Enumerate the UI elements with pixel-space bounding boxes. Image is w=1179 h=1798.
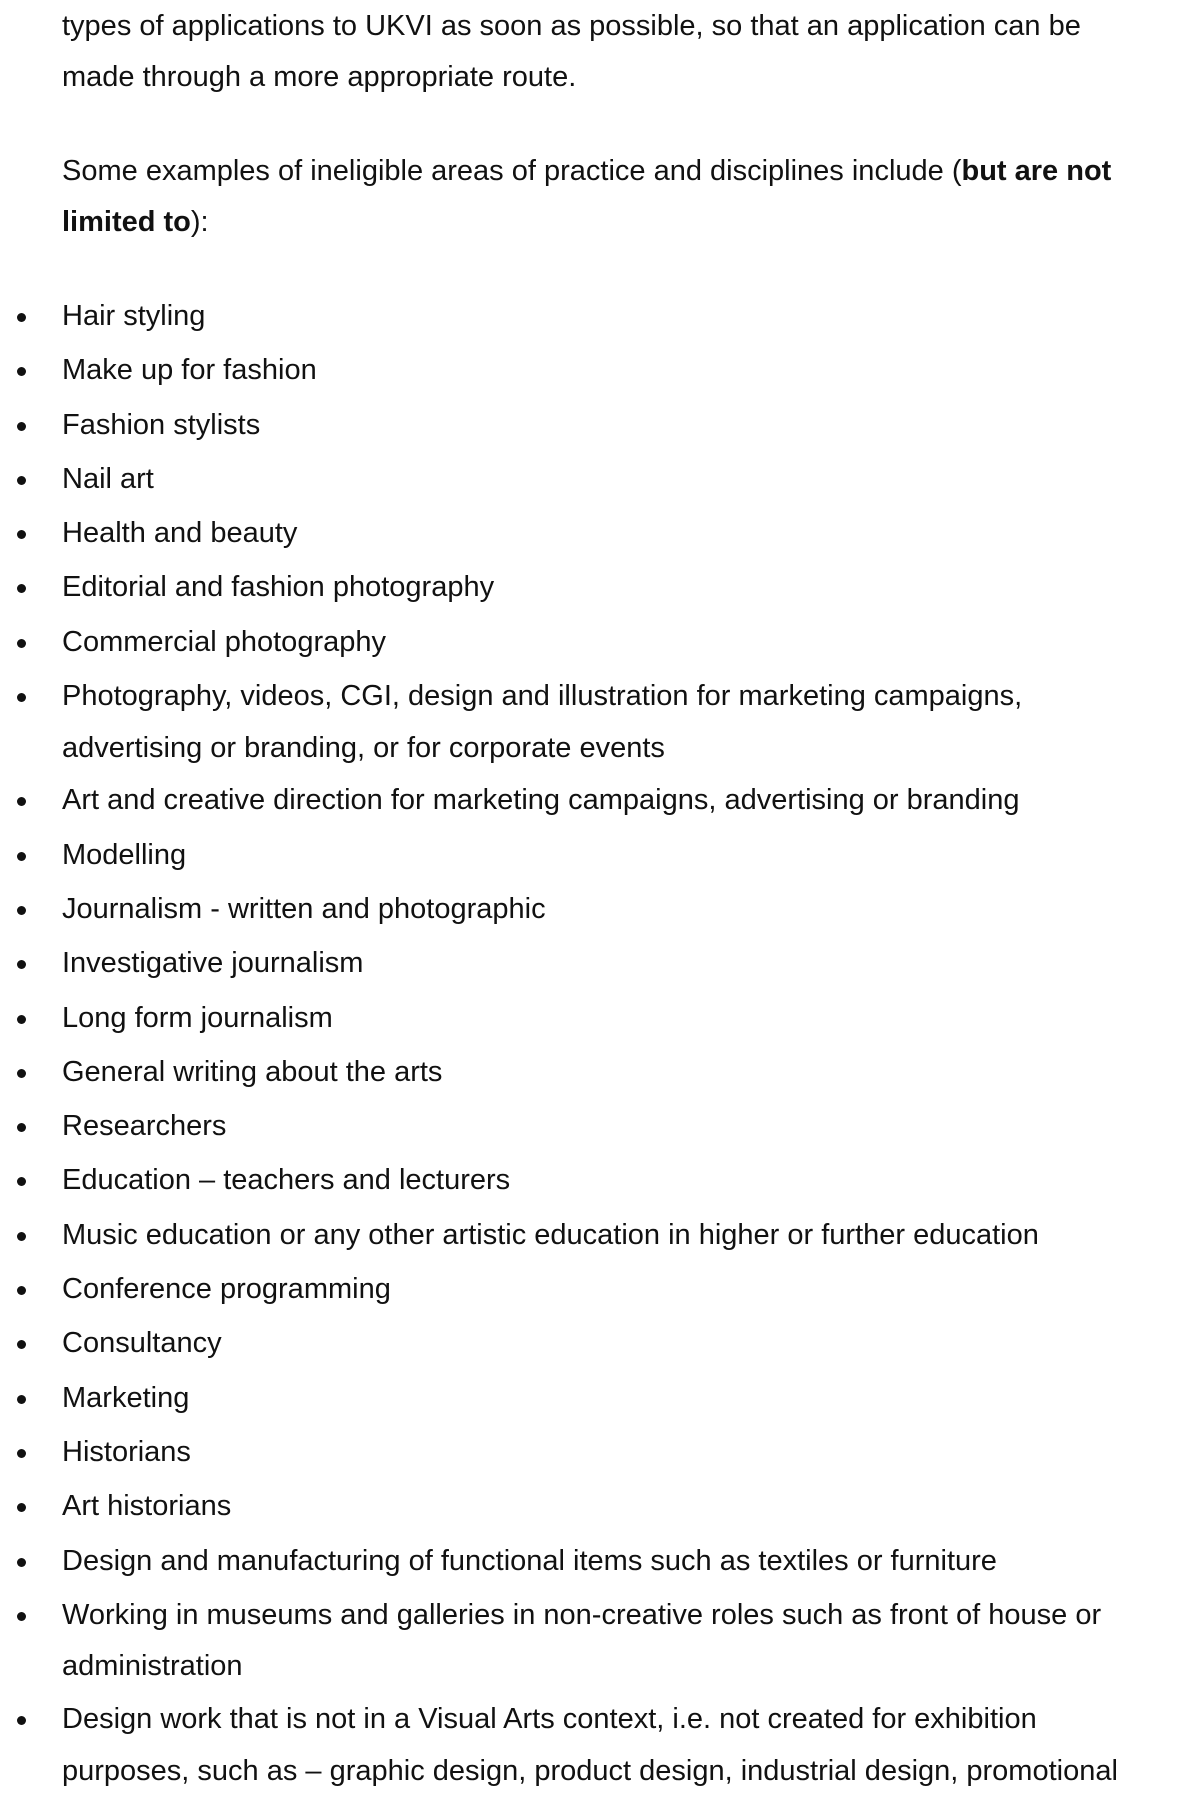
bullet-icon (17, 367, 26, 376)
list-item (0, 345, 1179, 398)
examples-text-after: ): (190, 206, 209, 238)
list-item (0, 884, 1179, 937)
ineligible-areas-list (0, 291, 1179, 1798)
list-item (0, 1536, 1179, 1589)
list-item (0, 1481, 1179, 1534)
bullet-icon (17, 693, 26, 702)
bullet-icon (17, 1449, 26, 1458)
intro-text: types of applications to UKVI as soon as possible, so that an application can be made through a more appropriate route. (62, 10, 1081, 93)
bullet-icon (17, 1286, 26, 1295)
list-item (0, 671, 1179, 774)
bullet-icon (17, 797, 26, 806)
bullet-icon (17, 1177, 26, 1186)
intro-paragraph (62, 1, 1152, 103)
list-item-text: Art and creative direction for marketing campaigns, advertising or branding (62, 784, 1020, 817)
list-item (0, 454, 1179, 507)
bullet-icon (17, 1069, 26, 1078)
list-item-text: Make up for fashion (62, 354, 317, 387)
list-item (0, 1264, 1179, 1317)
list-item-text: Historians (62, 1435, 191, 1468)
bullet-icon (17, 1232, 26, 1241)
bullet-icon (17, 1123, 26, 1132)
examples-text-before: Some examples of ineligible areas of practice and disciplines include ( (62, 155, 962, 187)
list-item (0, 775, 1179, 828)
list-item-text: Commercial photography (62, 625, 386, 658)
examples-paragraph (62, 146, 1152, 248)
list-item (0, 508, 1179, 561)
bullet-icon (17, 1395, 26, 1404)
bullet-icon (17, 313, 26, 322)
list-item (0, 400, 1179, 453)
list-item-text: Photography, videos, CGI, design and illustration for marketing campaigns, advertising or branding, or for corporate events (62, 680, 1023, 764)
bullet-icon (17, 1340, 26, 1349)
bullet-icon (17, 476, 26, 485)
list-item (0, 291, 1179, 344)
list-item (0, 617, 1179, 670)
bullet-icon (17, 852, 26, 861)
list-item-text: Marketing (62, 1381, 190, 1414)
bullet-icon (17, 1716, 26, 1725)
list-item-text: Health and beauty (62, 517, 298, 550)
list-item-text: Nail art (62, 462, 154, 495)
list-item (0, 1318, 1179, 1371)
list-item (0, 993, 1179, 1046)
bullet-icon (17, 530, 26, 539)
list-item-text: Investigative journalism (62, 947, 364, 980)
list-item-text: Consultancy (62, 1327, 222, 1360)
list-item (0, 1694, 1179, 1797)
list-item (0, 1590, 1179, 1693)
list-item-text: General writing about the arts (62, 1055, 443, 1088)
list-item-text: Education – teachers and lecturers (62, 1164, 511, 1197)
examples-bold-text: but are not limited to (62, 155, 1112, 238)
list-item-text: Music education or any other artistic education in higher or further education (62, 1218, 1039, 1251)
list-item (0, 1101, 1179, 1154)
list-item-text: Design and manufacturing of functional items such as textiles or furniture (62, 1544, 997, 1577)
list-item (0, 830, 1179, 883)
list-item-text: Hair styling (62, 300, 206, 332)
list-item (0, 562, 1179, 615)
list-item (0, 1047, 1179, 1100)
bullet-icon (17, 1612, 26, 1621)
list-item-text: Fashion stylists (62, 408, 261, 441)
list-item-text: Long form journalism (62, 1001, 333, 1034)
list-item-text: Art historians (62, 1490, 232, 1523)
list-item (0, 1373, 1179, 1426)
bullet-icon (17, 906, 26, 915)
bullet-icon (17, 639, 26, 648)
list-item-text: Editorial and fashion photography (62, 571, 495, 604)
list-item (0, 938, 1179, 991)
list-item-text: Modelling (62, 838, 187, 871)
bullet-icon (17, 1503, 26, 1512)
bullet-icon (17, 422, 26, 431)
list-item-text: Conference programming (62, 1273, 391, 1306)
bullet-icon (17, 960, 26, 969)
list-item (0, 1427, 1179, 1480)
list-item-text: Working in museums and galleries in non-creative roles such as front of house or administration (62, 1598, 1102, 1683)
bullet-icon (17, 1558, 26, 1567)
list-item-text: Design work that is not in a Visual Arts context, i.e. not created for exhibition purposes, such as – graphic design, product design, industrial design, promotional (62, 1703, 1118, 1787)
list-item-text: Journalism - written and photographic (62, 892, 546, 925)
bullet-icon (17, 1015, 26, 1024)
list-item (0, 1155, 1179, 1208)
list-item (0, 1210, 1179, 1263)
list-item-text: Researchers (62, 1110, 227, 1143)
bullet-icon (17, 584, 26, 593)
